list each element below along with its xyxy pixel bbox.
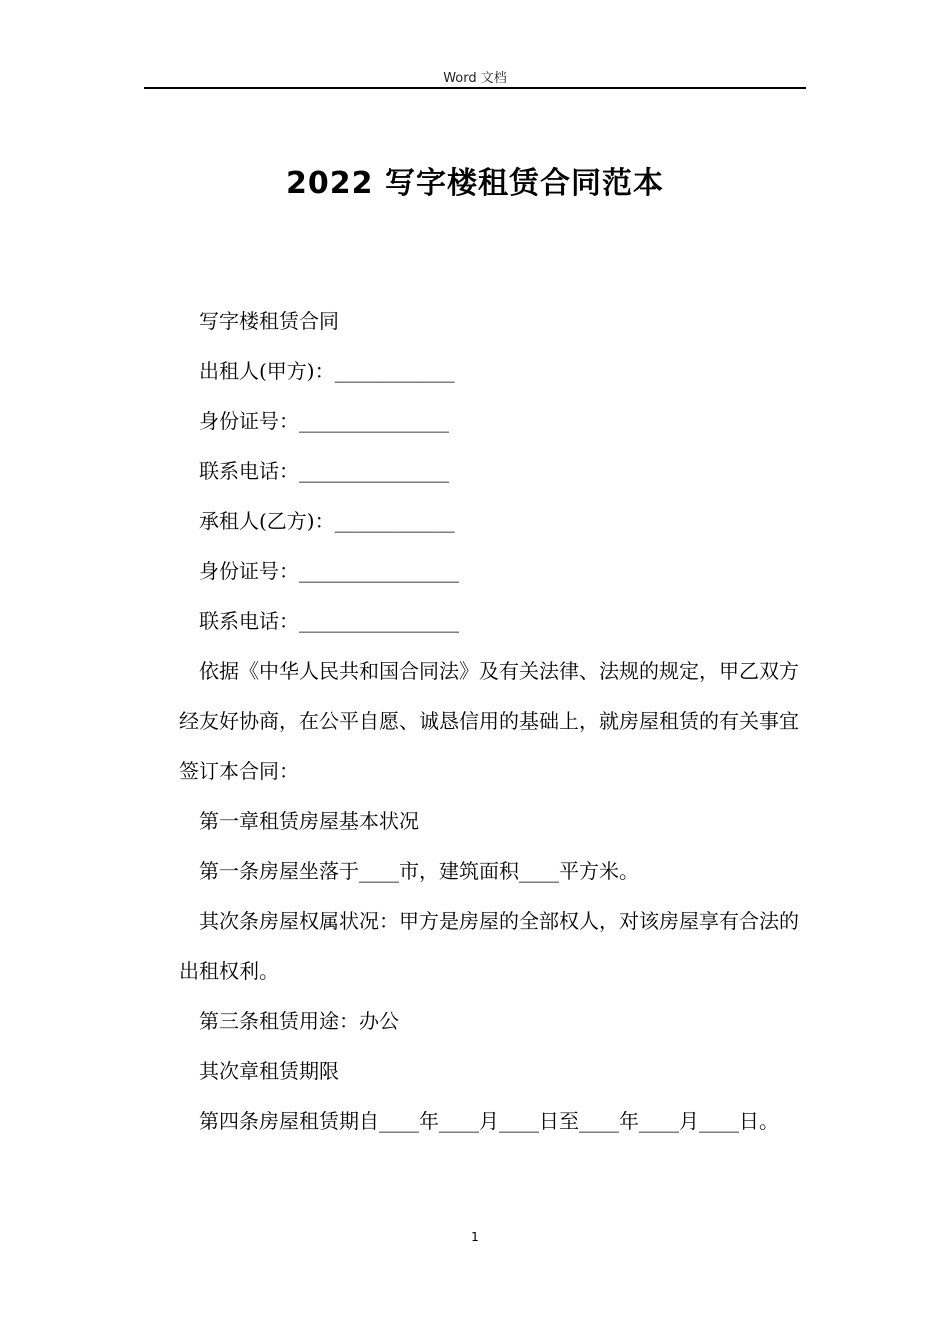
page-number: 1 xyxy=(471,1230,479,1244)
document-title: 2022 写字楼租赁合同范本 xyxy=(286,166,664,201)
paragraph-preamble: 依据《中华人民共和国合同法》及有关法律、法规的规定，甲乙双方经友好协商，在公平自愿、诚恳信用的基础上，就房屋租赁的有关事宜签订本合同： xyxy=(179,659,799,783)
paragraph-lessee-phone: 联系电话：________________ xyxy=(199,609,459,633)
document-body xyxy=(179,296,803,1146)
paragraph-article-3: 第三条租赁用途：办公 xyxy=(199,1009,399,1033)
paragraph-chapter-1: 第一章租赁房屋基本状况 xyxy=(199,809,419,833)
paragraph-chapter-2: 其次章租赁期限 xyxy=(199,1059,339,1083)
page-header: Word 文档 xyxy=(443,71,507,86)
paragraph-lessee-id: 身份证号：________________ xyxy=(199,559,459,583)
paragraph-article-4: 第四条房屋租赁期自____年____月____日至____年____月____日。 xyxy=(199,1109,779,1133)
paragraph-contract-heading: 写字楼租赁合同 xyxy=(199,309,339,333)
paragraph-lessee: 承租人(乙方)：____________ xyxy=(199,509,455,533)
paragraph-article-2: 其次条房屋权属状况：甲方是房屋的全部权人，对该房屋享有合法的出租权利。 xyxy=(179,909,799,983)
paragraph-article-1: 第一条房屋坐落于____市，建筑面积____平方米。 xyxy=(199,859,639,883)
paragraph-lessor-phone: 联系电话：_______________ xyxy=(199,459,449,483)
paragraph-lessor-id: 身份证号：_______________ xyxy=(199,409,449,433)
paragraph-lessor: 出租人(甲方)：____________ xyxy=(199,359,455,383)
header-divider xyxy=(144,87,806,89)
